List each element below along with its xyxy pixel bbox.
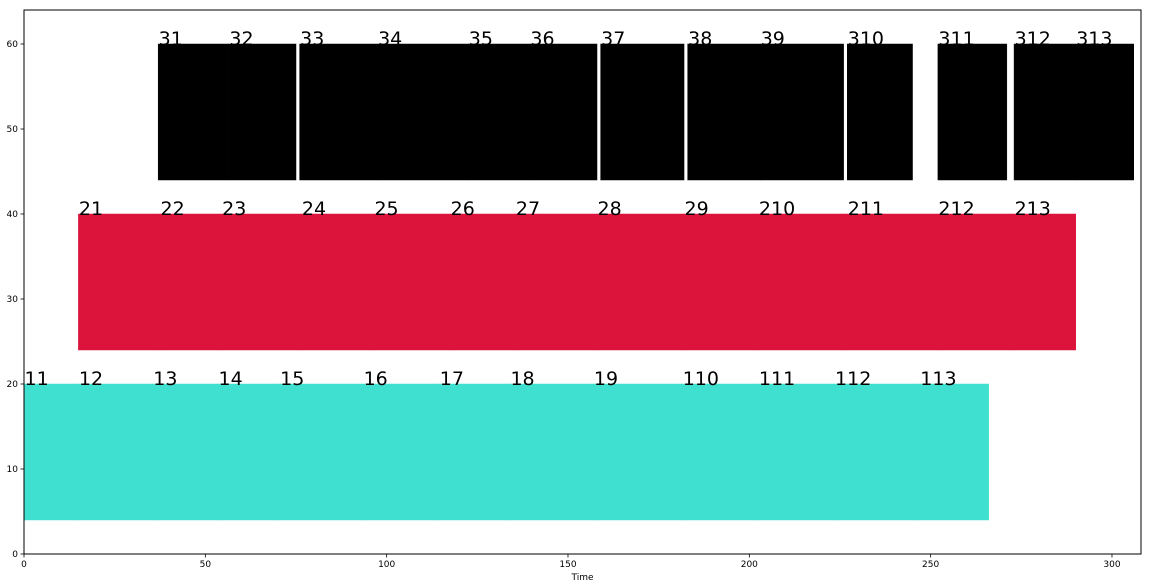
bar-label-36: 36 — [530, 28, 555, 50]
x-tick-label: 150 — [559, 560, 577, 570]
bar-label-110: 110 — [682, 368, 719, 390]
bar-label-14: 14 — [218, 368, 243, 390]
bar-segment-112 — [835, 384, 920, 520]
bar-label-38: 38 — [688, 28, 713, 50]
bar-segment-26 — [450, 214, 515, 350]
bar-label-25: 25 — [374, 198, 399, 220]
bar-segment-310 — [847, 44, 912, 180]
bar-label-313: 313 — [1076, 28, 1113, 50]
bar-label-310: 310 — [847, 28, 885, 50]
bar-segment-14 — [218, 384, 280, 520]
y-tick-label: 10 — [6, 465, 18, 475]
bar-label-35: 35 — [468, 28, 493, 50]
bar-segment-38 — [688, 44, 761, 180]
bar-segment-211 — [847, 214, 938, 350]
bar-segment-18 — [510, 384, 593, 520]
bar-segment-313 — [1076, 44, 1134, 180]
bar-label-11: 11 — [24, 368, 49, 390]
x-tick-label: 50 — [199, 560, 212, 570]
bar-segment-19 — [593, 384, 682, 520]
bar-label-311: 311 — [938, 28, 975, 50]
bar-label-32: 32 — [229, 28, 254, 50]
bar-label-37: 37 — [601, 28, 626, 50]
bar-label-24: 24 — [301, 198, 327, 220]
bar-label-13: 13 — [153, 368, 178, 390]
bar-segment-110 — [682, 384, 758, 520]
bar-segment-17 — [439, 384, 510, 520]
bar-label-22: 22 — [160, 198, 185, 220]
bar-segment-36 — [530, 44, 597, 180]
bar-segment-27 — [515, 214, 597, 350]
bar-label-26: 26 — [450, 198, 475, 220]
bar-segment-25 — [374, 214, 450, 350]
bar-label-213: 213 — [1014, 198, 1051, 220]
bar-segment-113 — [920, 384, 989, 520]
bar-label-27: 27 — [515, 198, 541, 220]
bar-label-210: 210 — [758, 198, 796, 220]
bar-label-17: 17 — [439, 368, 464, 390]
bar-label-23: 23 — [222, 198, 247, 220]
bar-segment-312 — [1014, 44, 1076, 180]
bar-label-15: 15 — [280, 368, 305, 390]
bar-label-33: 33 — [300, 28, 325, 50]
y-tick-label: 0 — [12, 550, 18, 560]
bar-label-111: 111 — [758, 368, 796, 390]
bar-segment-15 — [280, 384, 363, 520]
bar-segment-12 — [78, 384, 152, 520]
bar-segment-33 — [300, 44, 378, 180]
bar-label-113: 113 — [920, 368, 957, 390]
bar-label-16: 16 — [363, 368, 388, 390]
bar-segment-210 — [758, 214, 847, 350]
y-axis — [7, 40, 24, 560]
bar-segment-24 — [301, 214, 374, 350]
bar-segment-31 — [158, 44, 229, 180]
bar-label-21: 21 — [78, 198, 104, 220]
bar-segment-37 — [601, 44, 684, 180]
bar-label-12: 12 — [78, 368, 104, 390]
bar-label-18: 18 — [510, 368, 535, 390]
bar-segment-35 — [468, 44, 530, 180]
bar-segment-111 — [758, 384, 834, 520]
bar-label-31: 31 — [158, 28, 183, 50]
bar-segment-21 — [78, 214, 160, 350]
x-tick-label: 250 — [922, 560, 940, 570]
bar-segment-13 — [153, 384, 218, 520]
y-tick-label: 20 — [6, 380, 18, 390]
bar-segment-34 — [378, 44, 469, 180]
bar-segment-29 — [684, 214, 758, 350]
bar-segment-212 — [938, 214, 1014, 350]
bar-segment-16 — [363, 384, 439, 520]
bar-label-212: 212 — [938, 198, 975, 220]
bar-label-19: 19 — [593, 368, 619, 390]
bar-label-312: 312 — [1014, 28, 1051, 50]
bar-segment-28 — [597, 214, 684, 350]
bar-label-28: 28 — [597, 198, 622, 220]
bars-layer — [24, 44, 1134, 520]
bar-label-211: 211 — [847, 198, 885, 220]
x-tick-label: 100 — [378, 560, 396, 570]
bar-label-29: 29 — [684, 198, 709, 220]
x-tick-label: 0 — [21, 560, 27, 570]
bar-label-112: 112 — [835, 368, 872, 390]
bar-segment-213 — [1014, 214, 1076, 350]
bar-label-39: 39 — [760, 28, 785, 50]
bar-segment-39 — [760, 44, 843, 180]
y-tick-label: 60 — [6, 40, 18, 50]
bar-label-34: 34 — [378, 28, 403, 50]
x-tick-label: 300 — [1103, 560, 1121, 570]
bar-segment-32 — [229, 44, 296, 180]
bar-segment-23 — [222, 214, 302, 350]
bar-segment-11 — [24, 384, 78, 520]
y-tick-label: 50 — [6, 125, 18, 135]
y-tick-label: 40 — [6, 210, 18, 220]
x-tick-label: 200 — [740, 560, 758, 570]
y-tick-label: 30 — [6, 295, 18, 305]
x-axis-title: Time — [571, 573, 594, 583]
bar-segment-311 — [938, 44, 1007, 180]
bar-segment-22 — [160, 214, 222, 350]
x-axis — [21, 554, 1121, 570]
